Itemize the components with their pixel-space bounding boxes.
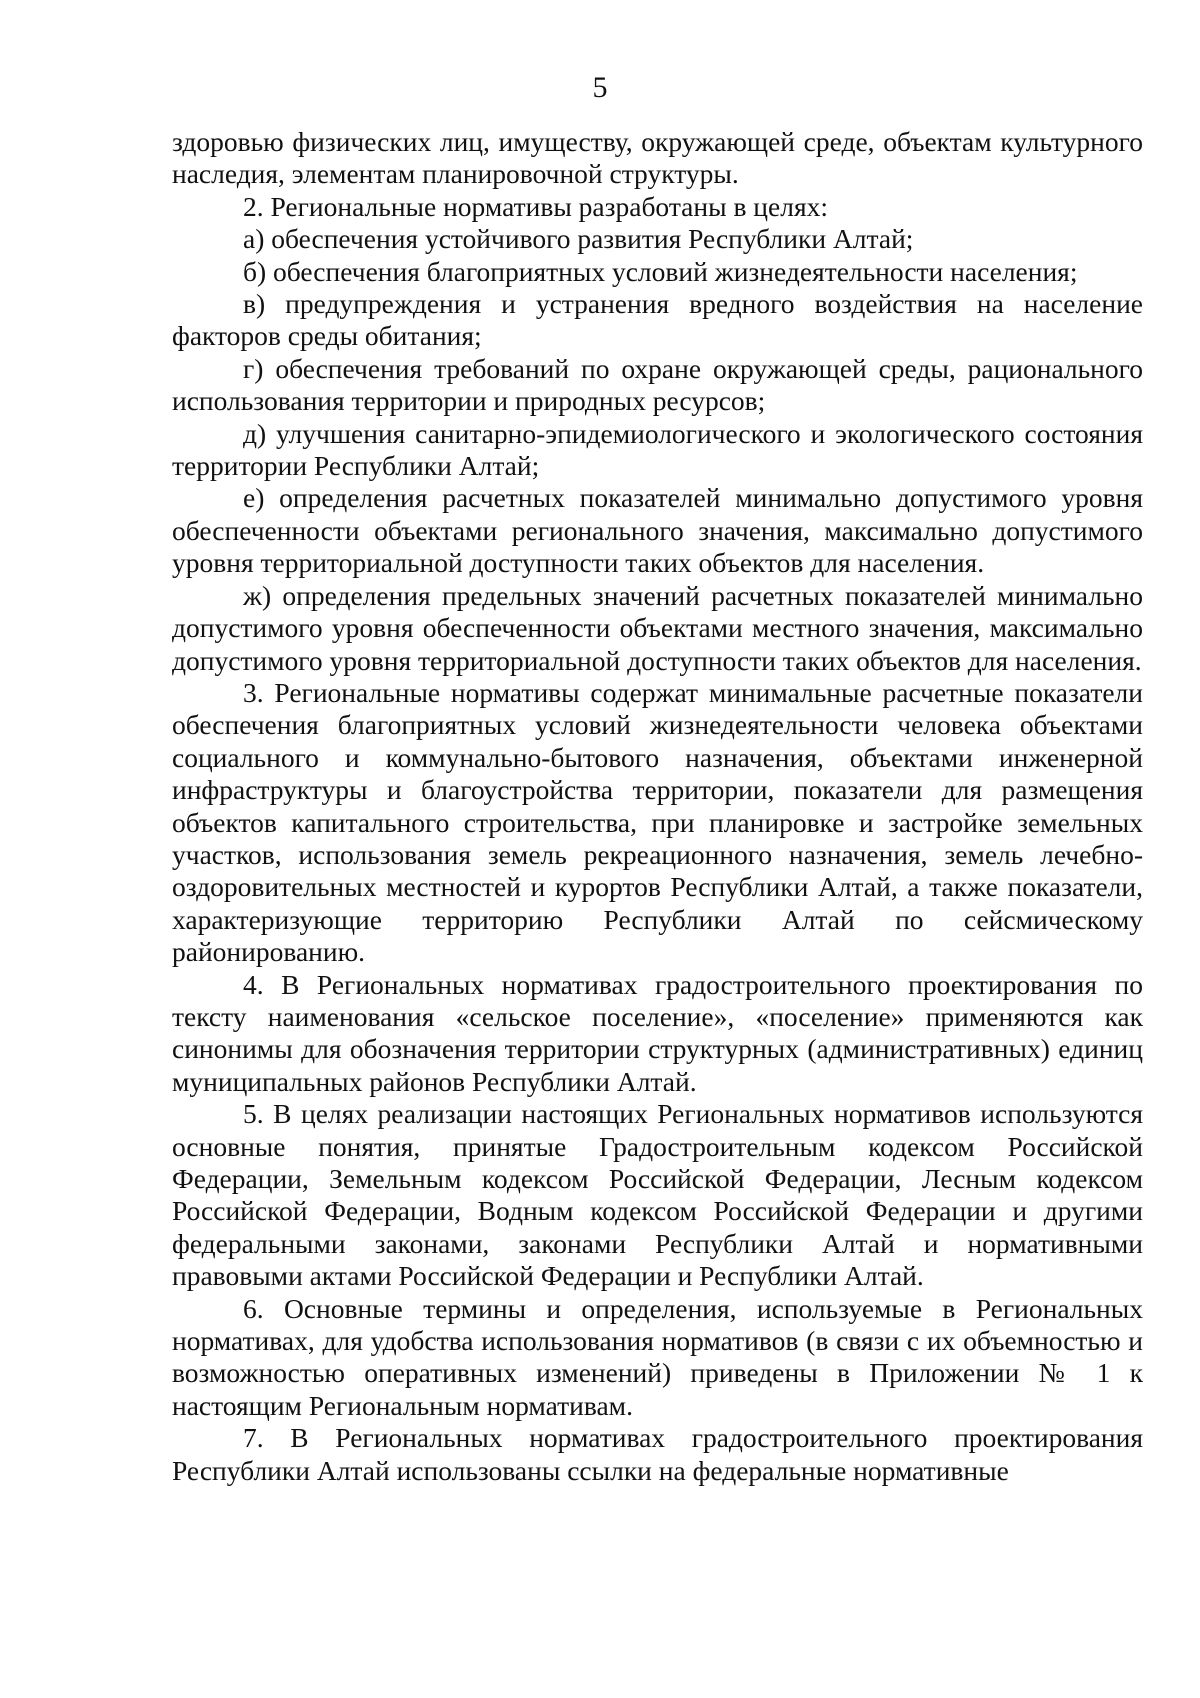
paragraph-2: 2. Региональные нормативы разработаны в целях: — [243, 190, 828, 222]
list-item-a: а) обеспечения устойчивого развития Республики Алтай; — [243, 223, 914, 255]
paragraph-7: 7. В Региональных нормативах градостроительного проектирования Республики Алтай использованы ссылки на федеральные нормативные — [172, 1422, 1143, 1486]
list-item-d: д) улучшения санитарно-эпидемиологического и экологического состояния территории Республики Алтай; — [172, 417, 1143, 482]
list-item-zh: ж) определения предельных значений расчетных показателей минимально допустимого уровня обеспеченности объектами местного значения, максимально допустимого уровня территориальной доступности таких объектов для населения. — [172, 579, 1143, 676]
list-item-e: е) определения расчетных показателей минимально допустимого уровня обеспеченности объектами регионального значения, максимально допустимого уровня территориальной доступности таких объектов для населения. — [172, 482, 1143, 579]
paragraph-4: 4. В Региональных нормативах градостроительного проектирования по тексту наименования «сельское поселение», «поселение» применяются как синонимы для обозначения территории структурных (административных) единиц муниципальных районов Республики Алтай. — [172, 968, 1143, 1097]
paragraph-continuation: здоровью физических лиц, имуществу, окружающей среде, объектам культурного наследия, элементам планировочной структуры. — [172, 126, 1143, 190]
paragraph-6: 6. Основные термины и определения, используемые в Региональных нормативах, для удобства использования нормативов (в связи с их объемностью и возможностью оперативных изменений) приведены в Приложении № 1 к настоящим Региональным нормативам. — [172, 1292, 1143, 1421]
list-item-v: в) предупреждения и устранения вредного воздействия на население факторов среды обитания; — [172, 288, 1143, 352]
list-item-g: г) обеспечения требований по охране окружающей среды, рационального использования территории и природных ресурсов; — [172, 352, 1143, 417]
body-text — [172, 126, 1143, 1487]
paragraph-5: 5. В целях реализации настоящих Региональных нормативов используются основные понятия, принятые Градостроительным кодексом Российской Федерации, Земельным кодексом Российской Федерации, Лесным кодексом Российской Федерации, Водным кодексом Российской Федерации и другими федеральными законами, законами Республики Алтай и нормативными правовыми актами Российской Федерации и Республики Алтай. — [172, 1098, 1143, 1292]
page-number: 5 — [592, 71, 608, 104]
list-item-b: б) обеспечения благоприятных условий жизнедеятельности населения; — [243, 255, 1078, 287]
paragraph-3: 3. Региональные нормативы содержат минимальные расчетные показатели обеспечения благоприятных условий жизнедеятельности человека объектами социального и коммунально-бытового назначения, объектами инженерной инфраструктуры и благоустройства территории, показатели для размещения объектов капитального строительства, при планировке и застройке земельных участков, использования земель рекреационного назначения, земель лечебно-оздоровительных местностей и курортов Республики Алтай, а также показатели, характеризующие территорию Республики Алтай по сейсмическому районированию. — [172, 676, 1143, 968]
